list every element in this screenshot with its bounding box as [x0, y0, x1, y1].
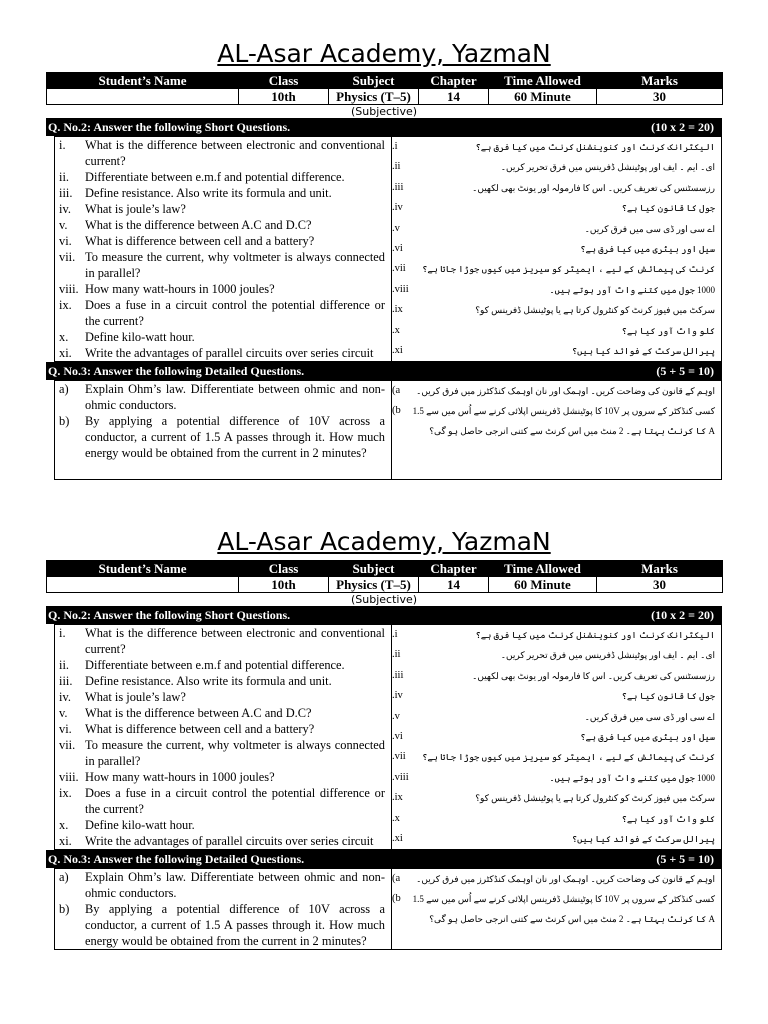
student-name-field[interactable] — [47, 89, 239, 105]
urdu-question-text: رزسسٹنس کی تعریف کریں۔ اس کا فارمولہ اور یونٹ بھی لکھیں۔ — [472, 182, 715, 193]
question-paper-copy-2 — [46, 528, 722, 950]
urdu-question-text: پیرالل سرکٹ کے فوائد کیا ہیں؟ — [571, 834, 715, 845]
urdu-question-text: سیل اور بیٹری میں کیا فرق ہے؟ — [580, 244, 715, 255]
q2-urdu-item — [392, 137, 715, 157]
subject-value: Physics (T–5) — [329, 577, 419, 593]
question-text: To measure the current, why voltmeter is always connected in parallel? — [85, 250, 385, 280]
q2-heading-bar — [46, 606, 722, 624]
time-allowed-value: 60 Minute — [489, 89, 597, 105]
q2-urdu-column — [392, 625, 721, 849]
question-text: Write the advantages of parallel circuits over series circuit — [85, 346, 374, 360]
question-text: What is the difference between electronic and conventional current? — [85, 626, 385, 656]
q3-marks: (5 + 5 = 10) — [656, 364, 714, 379]
info-value-row — [47, 577, 723, 593]
question-number: i. — [59, 138, 66, 152]
question-number: viii. — [59, 770, 79, 784]
urdu-question-number: .ix — [392, 792, 403, 804]
marks-value: 30 — [597, 89, 723, 105]
student-info-table — [46, 560, 723, 593]
q3-heading: Q. No.3: Answer the following Detailed Questions. — [48, 364, 305, 379]
q2-heading: Q. No.2: Answer the following Short Questions. — [48, 120, 291, 134]
urdu-question-number: .x — [392, 812, 400, 824]
q2-question-item — [55, 673, 385, 689]
q2-question-item — [55, 169, 385, 185]
header-marks: Marks — [597, 73, 723, 89]
header-class: Class — [239, 561, 329, 577]
q3-questions-box — [54, 868, 722, 950]
q2-urdu-item — [392, 321, 715, 341]
info-header-row — [47, 561, 723, 577]
urdu-question-text: اے سی اور ڈی سی میں فرق کریں۔ — [584, 223, 715, 234]
question-text: Define kilo-watt hour. — [85, 330, 195, 344]
urdu-question-number: .ii — [392, 161, 401, 173]
urdu-question-text: سیل اور بیٹری میں کیا فرق ہے؟ — [580, 732, 715, 743]
question-number: iii. — [59, 186, 73, 200]
question-text: Define resistance. Also write its formula and unit. — [85, 674, 332, 688]
q3-question-item — [55, 413, 385, 461]
question-number: a) — [59, 382, 69, 397]
question-number: ix. — [59, 786, 72, 800]
urdu-question-text: کسی کنڈکٹر کے سروں پر 10V کا پوٹینشل ڈفرینس اپلائی کرنے سے اُس میں سے 1.5 A کا کرنٹ بہتا ہے۔ 2 منٹ میں اس کرنٹ سے کتنی انرجی حاصل ہو گی؟ — [412, 406, 715, 437]
urdu-question-text: الیکٹرانک کرنٹ اور کنوینشنل کرنٹ میں کیا فرق ہے؟ — [475, 630, 715, 640]
q2-question-item — [55, 657, 385, 673]
question-number: b) — [59, 902, 70, 917]
q2-question-item — [55, 817, 385, 833]
question-text: What is the difference between electronic and conventional current? — [85, 138, 385, 168]
q2-question-item — [55, 201, 385, 217]
urdu-question-number: .x — [392, 324, 400, 336]
urdu-question-text: 1000 جول میں کتنے واٹ آور ہوتے ہیں۔ — [549, 284, 715, 295]
question-number: b) — [59, 414, 70, 429]
subjective-label: (Subjective) — [350, 593, 418, 606]
academy-title: AL-Asar Academy, YazmaN — [217, 39, 551, 68]
q2-urdu-item — [392, 645, 715, 665]
urdu-question-text: سرکٹ میں فیوز کرنٹ کو کنٹرول کرتا ہے یا پوٹینشل ڈفرینس کو؟ — [475, 305, 715, 316]
q3-english-column — [55, 869, 392, 949]
q3-urdu-item — [392, 869, 715, 889]
subjective-label: (Subjective) — [350, 105, 418, 118]
q3-urdu-column — [392, 381, 721, 479]
question-number: x. — [59, 330, 69, 344]
question-number: ii. — [59, 658, 69, 672]
urdu-question-text: کسی کنڈکٹر کے سروں پر 10V کا پوٹینشل ڈفرینس اپلائی کرنے سے اُس میں سے 1.5 A کا کرنٹ بہتا ہے۔ 2 منٹ میں اس کرنٹ سے کتنی انرجی حاصل ہو گی؟ — [412, 894, 715, 925]
question-text: Define resistance. Also write its formula and unit. — [85, 186, 332, 200]
urdu-question-number: (b — [392, 893, 401, 905]
q2-urdu-item — [392, 788, 715, 808]
q2-question-item — [55, 689, 385, 705]
urdu-question-number: .iv — [392, 690, 403, 702]
question-text: What is joule’s law? — [85, 202, 186, 216]
question-text: By applying a potential difference of 10V across a conductor, a current of 1.5 A passes through it. How much energy would be obtained from the current in 2 minutes? — [85, 414, 385, 461]
urdu-question-text: پیرالل سرکٹ کے فوائد کیا ہیں؟ — [571, 346, 715, 357]
header-class: Class — [239, 73, 329, 89]
q2-urdu-item — [392, 686, 715, 706]
q2-question-item — [55, 185, 385, 201]
urdu-question-number: .ii — [392, 649, 401, 661]
urdu-question-text: اوہم کے قانون کی وضاحت کریں۔ اوہمک اور نان اوہمک کنڈکٹرز میں فرق کریں۔ — [416, 874, 715, 885]
q2-urdu-item — [392, 198, 715, 218]
urdu-question-number: .ix — [392, 304, 403, 316]
header-subject: Subject — [329, 73, 419, 89]
urdu-question-number: .vii — [392, 751, 406, 763]
q2-marks: (10 x 2 = 20) — [651, 120, 714, 134]
q2-urdu-item — [392, 280, 715, 300]
question-number: iii. — [59, 674, 73, 688]
urdu-question-text: ای۔ ایم ۔ ایف اور پوٹینشل ڈفرینس میں فرق تحریر کریں۔ — [500, 162, 715, 173]
question-text: Explain Ohm’s law. Differentiate between ohmic and non-ohmic conductors. — [85, 382, 385, 413]
q2-urdu-item — [392, 239, 715, 259]
question-number: iv. — [59, 202, 71, 216]
q2-urdu-item — [392, 809, 715, 829]
urdu-question-text: رزسسٹنس کی تعریف کریں۔ اس کا فارمولہ اور یونٹ بھی لکھیں۔ — [472, 670, 715, 681]
urdu-question-number: .v — [392, 710, 400, 722]
question-text: What is the difference between A.C and D.C? — [85, 706, 312, 720]
urdu-question-text: سرکٹ میں فیوز کرنٹ کو کنٹرول کرتا ہے یا پوٹینشل ڈفرینس کو؟ — [475, 793, 715, 804]
q2-question-item — [55, 217, 385, 233]
urdu-question-number: .viii — [392, 283, 409, 295]
question-text: Does a fuse in a circuit control the potential difference or the current? — [85, 786, 385, 816]
urdu-question-text: کلو واٹ آور کیا ہے؟ — [621, 325, 715, 336]
header-student-name: Student’s Name — [47, 73, 239, 89]
q3-urdu-column — [392, 869, 721, 949]
question-number: iv. — [59, 690, 71, 704]
q3-english-column — [55, 381, 392, 479]
question-number: i. — [59, 626, 66, 640]
header-subject: Subject — [329, 561, 419, 577]
urdu-question-number: .xi — [392, 833, 403, 845]
urdu-question-text: الیکٹرانک کرنٹ اور کنوینشنل کرنٹ میں کیا فرق ہے؟ — [475, 142, 715, 152]
question-text: Explain Ohm’s law. Differentiate between ohmic and non-ohmic conductors. — [85, 870, 385, 901]
question-text: Differentiate between e.m.f and potential difference. — [85, 658, 345, 672]
question-number: vi. — [59, 234, 72, 248]
question-number: v. — [59, 706, 68, 720]
urdu-question-text: جول کا قانون کیا ہے؟ — [621, 203, 715, 214]
q2-question-item — [55, 785, 385, 817]
urdu-question-text: اوہم کے قانون کی وضاحت کریں۔ اوہمک اور نان اوہمک کنڈکٹرز میں فرق کریں۔ — [416, 386, 715, 397]
question-number: ix. — [59, 298, 72, 312]
q2-urdu-column — [392, 137, 721, 361]
urdu-question-number: .iii — [392, 181, 404, 193]
q2-urdu-item — [392, 768, 715, 788]
question-text: To measure the current, why voltmeter is always connected in parallel? — [85, 738, 385, 768]
q2-question-item — [55, 329, 385, 345]
q3-questions-box — [54, 380, 722, 480]
question-number: x. — [59, 818, 69, 832]
q2-question-item — [55, 625, 385, 657]
q2-urdu-item — [392, 157, 715, 177]
header-student-name: Student’s Name — [47, 561, 239, 577]
q2-question-item — [55, 345, 385, 361]
student-name-field[interactable] — [47, 577, 239, 593]
q3-marks: (5 + 5 = 10) — [656, 852, 714, 867]
urdu-question-number: .v — [392, 222, 400, 234]
q2-english-column — [55, 137, 392, 361]
q2-question-item — [55, 705, 385, 721]
q3-question-item — [55, 901, 385, 949]
q2-heading-bar — [46, 118, 722, 136]
chapter-value: 14 — [419, 577, 489, 593]
urdu-question-number: (a — [392, 873, 401, 885]
question-text: Define kilo-watt hour. — [85, 818, 195, 832]
question-text: Differentiate between e.m.f and potential difference. — [85, 170, 345, 184]
q2-urdu-item — [392, 300, 715, 320]
question-number: viii. — [59, 282, 79, 296]
question-number: a) — [59, 870, 69, 885]
q3-heading-bar — [46, 362, 722, 380]
class-value: 10th — [239, 577, 329, 593]
question-text: Write the advantages of parallel circuits over series circuit — [85, 834, 374, 848]
q2-urdu-item — [392, 219, 715, 239]
urdu-question-number: .vi — [392, 243, 403, 255]
urdu-question-number: .iv — [392, 202, 403, 214]
question-text: By applying a potential difference of 10V across a conductor, a current of 1.5 A passes through it. How much energy would be obtained from the current in 2 minutes? — [85, 902, 385, 949]
question-text: How many watt-hours in 1000 joules? — [85, 282, 275, 296]
q2-marks: (10 x 2 = 20) — [651, 608, 714, 622]
chapter-value: 14 — [419, 89, 489, 105]
q2-urdu-item — [392, 747, 715, 767]
q2-urdu-item — [392, 666, 715, 686]
q2-urdu-item — [392, 727, 715, 747]
urdu-question-text: 1000 جول میں کتنے واٹ آور ہوتے ہیں۔ — [549, 772, 715, 783]
urdu-question-text: اے سی اور ڈی سی میں فرق کریں۔ — [584, 711, 715, 722]
student-info-table — [46, 72, 723, 105]
q2-question-item — [55, 233, 385, 249]
urdu-question-number: .vii — [392, 263, 406, 275]
q3-urdu-item — [392, 889, 715, 929]
urdu-question-text: کرنٹ کی پیمائش کے لیے ، ایمیٹر کو سیریز میں کیوں جوڑا جاتا ہے؟ — [422, 752, 715, 763]
urdu-question-text: جول کا قانون کیا ہے؟ — [621, 691, 715, 702]
urdu-question-number: .vi — [392, 731, 403, 743]
question-text: Does a fuse in a circuit control the potential difference or the current? — [85, 298, 385, 328]
q2-question-item — [55, 833, 385, 849]
q2-question-item — [55, 297, 385, 329]
header-chapter: Chapter — [419, 73, 489, 89]
q2-urdu-item — [392, 259, 715, 279]
class-value: 10th — [239, 89, 329, 105]
question-number: vi. — [59, 722, 72, 736]
question-text: What is difference between cell and a battery? — [85, 234, 315, 248]
q2-question-item — [55, 249, 385, 281]
q3-question-item — [55, 869, 385, 901]
academy-title: AL-Asar Academy, YazmaN — [217, 527, 551, 556]
q3-heading: Q. No.3: Answer the following Detailed Questions. — [48, 852, 305, 867]
q2-questions-box — [54, 624, 722, 850]
question-number: v. — [59, 218, 68, 232]
header-time-allowed: Time Allowed — [489, 561, 597, 577]
header-chapter: Chapter — [419, 561, 489, 577]
question-text: What is difference between cell and a battery? — [85, 722, 315, 736]
question-number: vii. — [59, 738, 76, 752]
urdu-question-number: (b — [392, 405, 401, 417]
urdu-question-text: کرنٹ کی پیمائش کے لیے ، ایمیٹر کو سیریز میں کیوں جوڑا جاتا ہے؟ — [422, 264, 715, 275]
question-paper-copy-1 — [46, 40, 722, 480]
urdu-question-number: (a — [392, 385, 401, 397]
question-number: ii. — [59, 170, 69, 184]
header-marks: Marks — [597, 561, 723, 577]
q2-question-item — [55, 281, 385, 297]
urdu-question-number: .iii — [392, 669, 404, 681]
urdu-question-text: ای۔ ایم ۔ ایف اور پوٹینشل ڈفرینس میں فرق تحریر کریں۔ — [500, 650, 715, 661]
q2-urdu-item — [392, 178, 715, 198]
question-text: What is joule’s law? — [85, 690, 186, 704]
urdu-question-number: .viii — [392, 771, 409, 783]
question-number: xi. — [59, 346, 72, 360]
q2-heading: Q. No.2: Answer the following Short Questions. — [48, 608, 291, 622]
q2-urdu-item — [392, 707, 715, 727]
urdu-question-number: .i — [392, 629, 398, 640]
header-time-allowed: Time Allowed — [489, 73, 597, 89]
q3-urdu-item — [392, 381, 715, 401]
urdu-question-number: .xi — [392, 345, 403, 357]
subject-value: Physics (T–5) — [329, 89, 419, 105]
q2-urdu-item — [392, 341, 715, 361]
marks-value: 30 — [597, 577, 723, 593]
question-text: What is the difference between A.C and D.C? — [85, 218, 312, 232]
q2-english-column — [55, 625, 392, 849]
q2-questions-box — [54, 136, 722, 362]
urdu-question-number: .i — [392, 141, 398, 152]
time-allowed-value: 60 Minute — [489, 577, 597, 593]
question-number: vii. — [59, 250, 76, 264]
q3-question-item — [55, 381, 385, 413]
urdu-question-text: کلو واٹ آور کیا ہے؟ — [621, 813, 715, 824]
q2-urdu-item — [392, 625, 715, 645]
q2-urdu-item — [392, 829, 715, 849]
q2-question-item — [55, 721, 385, 737]
q2-question-item — [55, 769, 385, 785]
info-header-row — [47, 73, 723, 89]
q2-question-item — [55, 737, 385, 769]
q3-urdu-item — [392, 401, 715, 441]
question-number: xi. — [59, 834, 72, 848]
info-value-row — [47, 89, 723, 105]
question-text: How many watt-hours in 1000 joules? — [85, 770, 275, 784]
q3-heading-bar — [46, 850, 722, 868]
q2-question-item — [55, 137, 385, 169]
